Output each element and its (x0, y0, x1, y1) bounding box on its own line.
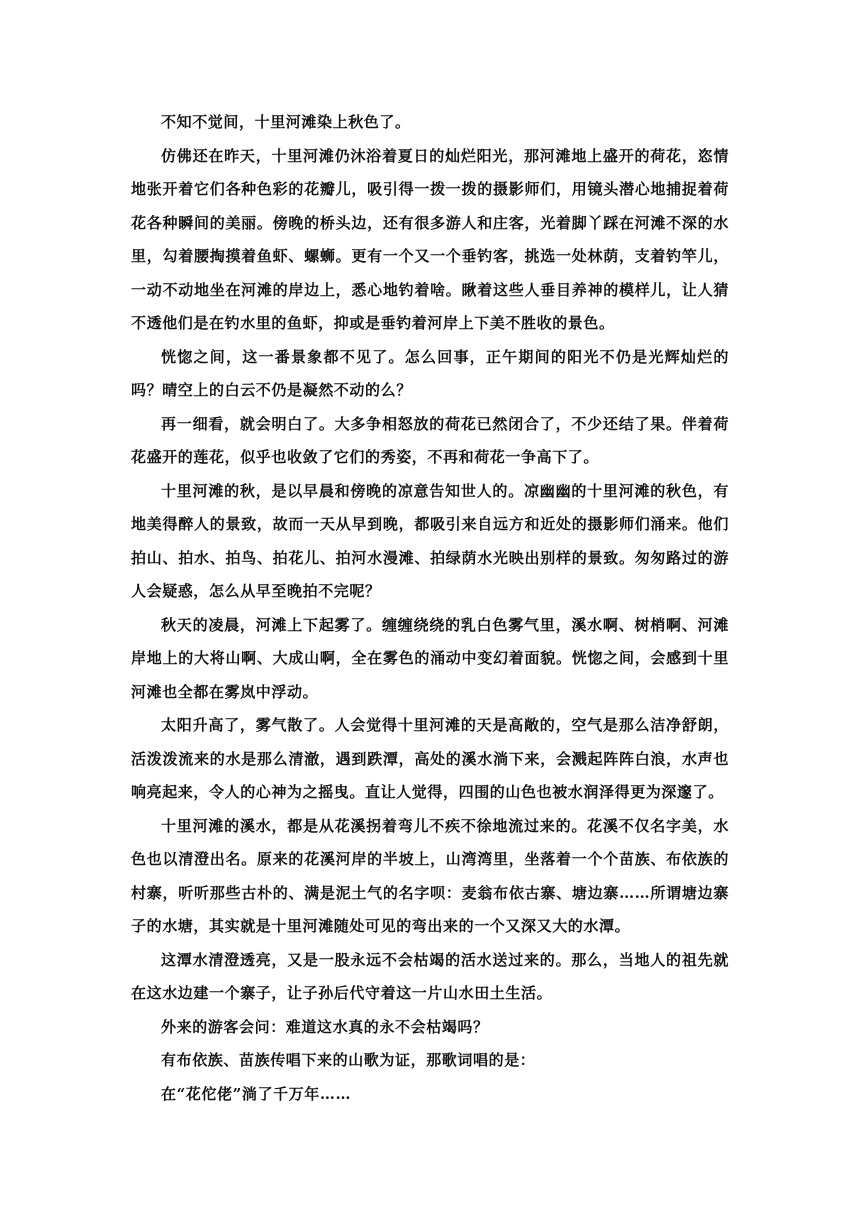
paragraph-10: 外来的游客会问：难道这水真的永不会枯竭吗？ (161, 1017, 489, 1036)
paragraph-11: 有布依族、苗族传唱下来的山歌为证，那歌词唱的是： (161, 1051, 536, 1069)
paragraph-4: 再一细看，就会明白了。大多争相怒放的荷花已然闭合了，不少还结了果。伴着荷花盛开的莲花，似乎也收敛了它们的秀姿，不再和荷花一争高下了。 (131, 414, 729, 466)
paragraph-1: 不知不觉间，十里河滩染上秋色了。 (161, 113, 411, 131)
paragraph-7: 太阳升高了，雾气散了。人会觉得十里河滩的天是高敞的，空气是那么洁净舒朗，活泼泼流来的水是那么清澈，遇到跌潭，高处的溪水淌下来，会溅起阵阵白浪，水声也响亮起来，令人的心神为之摇曳。直让人觉得，四围的山色也被水润泽得更为深邃了。 (131, 716, 729, 801)
paragraph-5: 十里河滩的秋，是以早晨和傍晚的凉意告知世人的。凉幽幽的十里河滩的秋色，有地美得醉人的景致，故而一天从早到晚，都吸引来自远方和近处的摄影师们涌来。他们拍山、拍水、拍鸟、拍花儿、拍河水漫滩、拍绿荫水光映出别样的景致。匆匆路过的游人会疑惑，怎么从早至晚拍不完呢？ (131, 481, 729, 600)
paragraph-12: 在“花佗佬”淌了千万年…… (161, 1084, 352, 1103)
article-body (131, 106, 729, 1111)
paragraph-6: 秋天的凌晨，河滩上下起雾了。缠缠绕绕的乳白色雾气里，溪水啊、树梢啊、河滩岸地上的大将山啊、大成山啊，全在雾色的涌动中变幻着面貌。恍惚之间，会感到十里河滩也全都在雾岚中浮动。 (131, 615, 729, 701)
paragraph-2: 仿佛还在昨天，十里河滩仍沐浴着夏日的灿烂阳光，那河滩地上盛开的荷花，恣情地张开着它们各种色彩的花瓣儿，吸引得一拨一拨的摄影师们，用镜头潜心地捕捉着荷花各种瞬间的美丽。傍晚的桥头边，还有很多游人和庄客，光着脚丫踩在河滩不深的水里，勾着腰掏摸着鱼虾、螺蛳。更有一个又一个垂钓客，挑选一处林荫，支着钓竿儿，一动不动地坐在河滩的岸边上，悉心地钓着啥。瞅着这些人垂目养神的模样儿，让人猜不透他们是在钓水里的鱼虾，抑或是垂钓着河岸上下美不胜收的景色。 (131, 146, 729, 332)
paragraph-3: 恍惚之间，这一番景象都不见了。怎么回事，正午期间的阳光不仍是光辉灿烂的吗？晴空上的白云不仍是凝然不动的么？ (131, 347, 729, 399)
paragraph-9: 这潭水清澄透亮，又是一股永远不会枯竭的活水送过来的。那么，当地人的祖先就在这水边建一个寨子，让子孙后代守着这一片山水田土生活。 (131, 950, 729, 1002)
paragraph-8: 十里河滩的溪水，都是从花溪拐着弯儿不疾不徐地流过来的。花溪不仅名字美，水色也以清澄出名。原来的花溪河岸的半坡上，山湾湾里，坐落着一个个苗族、布依族的村寨，听听那些古朴的、满是泥土气的名字呗：麦翁布依古寨、塘边寨……所谓塘边寨子的水塘，其实就是十里河滩随处可见的弯出来的一个又深又大的水潭。 (131, 816, 729, 935)
